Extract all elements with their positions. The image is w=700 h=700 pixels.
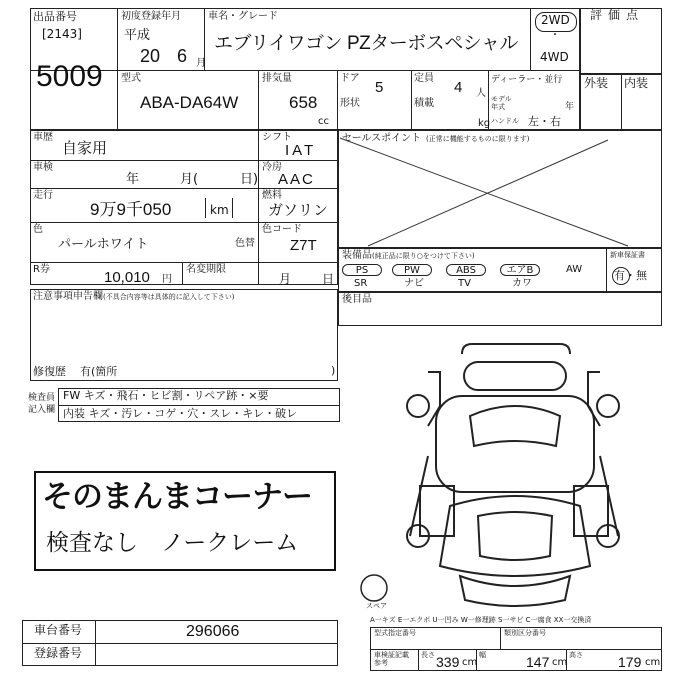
model-label: 型式 bbox=[121, 73, 141, 84]
capacity-label: 定員 bbox=[414, 73, 434, 84]
repair-close: ) bbox=[331, 364, 336, 377]
color-code-value: Z7T bbox=[290, 237, 317, 254]
displacement-label: 排気量 bbox=[262, 73, 292, 84]
drive-dot: ・ bbox=[550, 30, 560, 41]
notes-block bbox=[30, 289, 338, 381]
sales-point-sub: (正常に機能するものに限ります) bbox=[426, 135, 530, 143]
length-unit: cm bbox=[462, 657, 478, 668]
inspector-line2: 内装 キズ・汚レ・コゲ・穴・スレ・キレ・破レ bbox=[63, 407, 298, 420]
mileage-unit: km bbox=[210, 203, 229, 217]
car-name-value: エブリイワゴン PZターボスペシャル bbox=[214, 33, 518, 54]
sales-point-label: セールスポイント bbox=[342, 133, 422, 144]
width-value: 147 bbox=[526, 654, 550, 670]
equipment-label: 装備品 bbox=[342, 250, 372, 261]
lot-label: 出品番号 bbox=[33, 10, 77, 23]
reg-number-label: 登録番号 bbox=[34, 646, 83, 660]
name-change-day: 日 bbox=[322, 272, 335, 286]
displacement-unit: cc bbox=[318, 116, 329, 127]
notes-label: 注意事項申告欄 bbox=[33, 291, 103, 302]
inspector-label bbox=[28, 392, 55, 416]
inspector-label-2: 記入欄 bbox=[28, 405, 56, 415]
capacity-unit: 人 bbox=[476, 88, 486, 99]
handle-value: 左・右 bbox=[528, 115, 561, 128]
inspection-day: 日) bbox=[240, 172, 259, 187]
interior-label: 内装 bbox=[624, 76, 649, 90]
shape-label: 形状 bbox=[340, 98, 360, 109]
load-label: 積載 bbox=[414, 98, 434, 109]
stamp-line2: 検査なし ノークレーム bbox=[46, 530, 299, 556]
model-value: ABA-DA64W bbox=[140, 93, 239, 112]
ac-value: AAC bbox=[278, 171, 315, 188]
history-value: 自家用 bbox=[62, 140, 108, 157]
registration-month-unit: 月 bbox=[196, 58, 206, 69]
equipment-item: TV bbox=[458, 278, 471, 289]
dealer-label: ディーラー・並行 bbox=[491, 75, 563, 85]
inspection-label: 車検 bbox=[33, 162, 53, 173]
repair-label: 修復歴 bbox=[33, 365, 66, 378]
mileage-value: 9万9千050 bbox=[90, 200, 172, 219]
chassis-value: 296066 bbox=[186, 623, 240, 640]
grade-eval-label: 評価点 bbox=[590, 8, 645, 22]
year-unit: 年 bbox=[565, 102, 575, 112]
color-value: パールホワイト bbox=[58, 236, 149, 251]
sales-point-cross bbox=[338, 130, 662, 248]
seats-block bbox=[338, 292, 662, 326]
color-code-label: 色コード bbox=[262, 224, 302, 235]
warranty-value: 有・無 bbox=[614, 269, 647, 282]
seats-label: 後目品 bbox=[342, 294, 372, 305]
stamp-line1: そのまんまコーナー bbox=[42, 479, 312, 515]
chassis-label: 車台番号 bbox=[34, 623, 83, 637]
drive-opt2: 4WD bbox=[540, 50, 569, 64]
capacity-value: 4 bbox=[454, 79, 463, 96]
length-label: 長さ bbox=[421, 651, 435, 659]
length-value: 339 bbox=[436, 654, 460, 670]
equipment-item: AW bbox=[566, 264, 583, 275]
ac-label: 冷房 bbox=[262, 162, 282, 173]
repair-value: 有(箇所 bbox=[80, 365, 118, 378]
inspector-line1: FW キズ・飛石・ヒビ割・リペア跡・×要 bbox=[63, 389, 269, 402]
doors-value: 5 bbox=[375, 79, 384, 96]
dims-ref-label: 車検証記載 参考 bbox=[374, 651, 409, 667]
recycle-unit: 円 bbox=[162, 274, 172, 285]
car-damage-diagram bbox=[360, 336, 660, 612]
displacement-value: 658 bbox=[289, 93, 318, 112]
equipment-item: ナビ bbox=[404, 278, 424, 289]
notes-sub: (不具合内容等は具体的に記入して下さい) bbox=[103, 293, 235, 301]
equipment-item: SR bbox=[354, 278, 368, 289]
fuel-value: ガソリン bbox=[268, 202, 329, 219]
registration-label: 初度登録年月 bbox=[121, 11, 181, 22]
inspection-month: 月( bbox=[180, 172, 199, 187]
height-label: 高さ bbox=[569, 651, 583, 659]
registration-month: 6 bbox=[177, 46, 188, 66]
exterior-label: 外装 bbox=[584, 76, 609, 90]
equipment-item: カワ bbox=[512, 278, 532, 289]
class-label: 類別区分番号 bbox=[504, 629, 546, 637]
height-value: 179 bbox=[618, 654, 642, 670]
height-unit: cm bbox=[645, 657, 661, 668]
lot-number: 5009 bbox=[36, 60, 103, 93]
shift-value: IAT bbox=[285, 142, 317, 159]
equipment-item: ABS bbox=[446, 264, 486, 276]
type-cert-label: 型式指定番号 bbox=[374, 629, 416, 637]
history-label: 車歴 bbox=[33, 132, 53, 143]
inspection-year: 年 bbox=[126, 172, 140, 187]
inspector-label-1: 検査員 bbox=[28, 393, 56, 403]
drive-opt1: 2WD bbox=[541, 13, 570, 27]
spare-label: スペア bbox=[366, 602, 387, 610]
doors-label: ドア bbox=[340, 73, 360, 84]
lot-sub: [2143] bbox=[42, 27, 82, 41]
color-change-label: 色替 bbox=[235, 238, 255, 249]
recycle-value: 10,010 bbox=[104, 269, 150, 286]
car-name-label: 車名・グレード bbox=[208, 11, 278, 22]
shift-label: シフト bbox=[262, 132, 292, 143]
mileage-label: 走行 bbox=[33, 190, 53, 201]
name-change-label: 名変期限 bbox=[186, 264, 226, 275]
name-change-month: 月 bbox=[279, 272, 292, 286]
model-year-label: モデル 年式 bbox=[491, 95, 512, 111]
equipment-item: エアB bbox=[500, 264, 540, 276]
equipment-item: PS bbox=[342, 264, 382, 276]
load-unit: kg bbox=[478, 118, 491, 129]
fuel-label: 燃料 bbox=[262, 190, 282, 201]
registration-year: 20 bbox=[140, 46, 161, 66]
width-unit: cm bbox=[552, 657, 568, 668]
width-label: 幅 bbox=[479, 651, 486, 659]
equipment-sub: (純正品に限り○をつけて下さい) bbox=[372, 252, 475, 260]
damage-legend: A一キズ E一エクボ U一凹み W一修理跡 S一サビ C一腐食 XX一交換済 bbox=[370, 616, 592, 624]
handle-label: ハンドル bbox=[491, 117, 519, 125]
recycle-label: R券 bbox=[33, 264, 50, 275]
equipment-item: PW bbox=[392, 264, 432, 276]
color-label: 色 bbox=[33, 224, 43, 235]
warranty-label: 新車保証書 bbox=[610, 251, 645, 259]
registration-era: 平成 bbox=[124, 28, 151, 43]
